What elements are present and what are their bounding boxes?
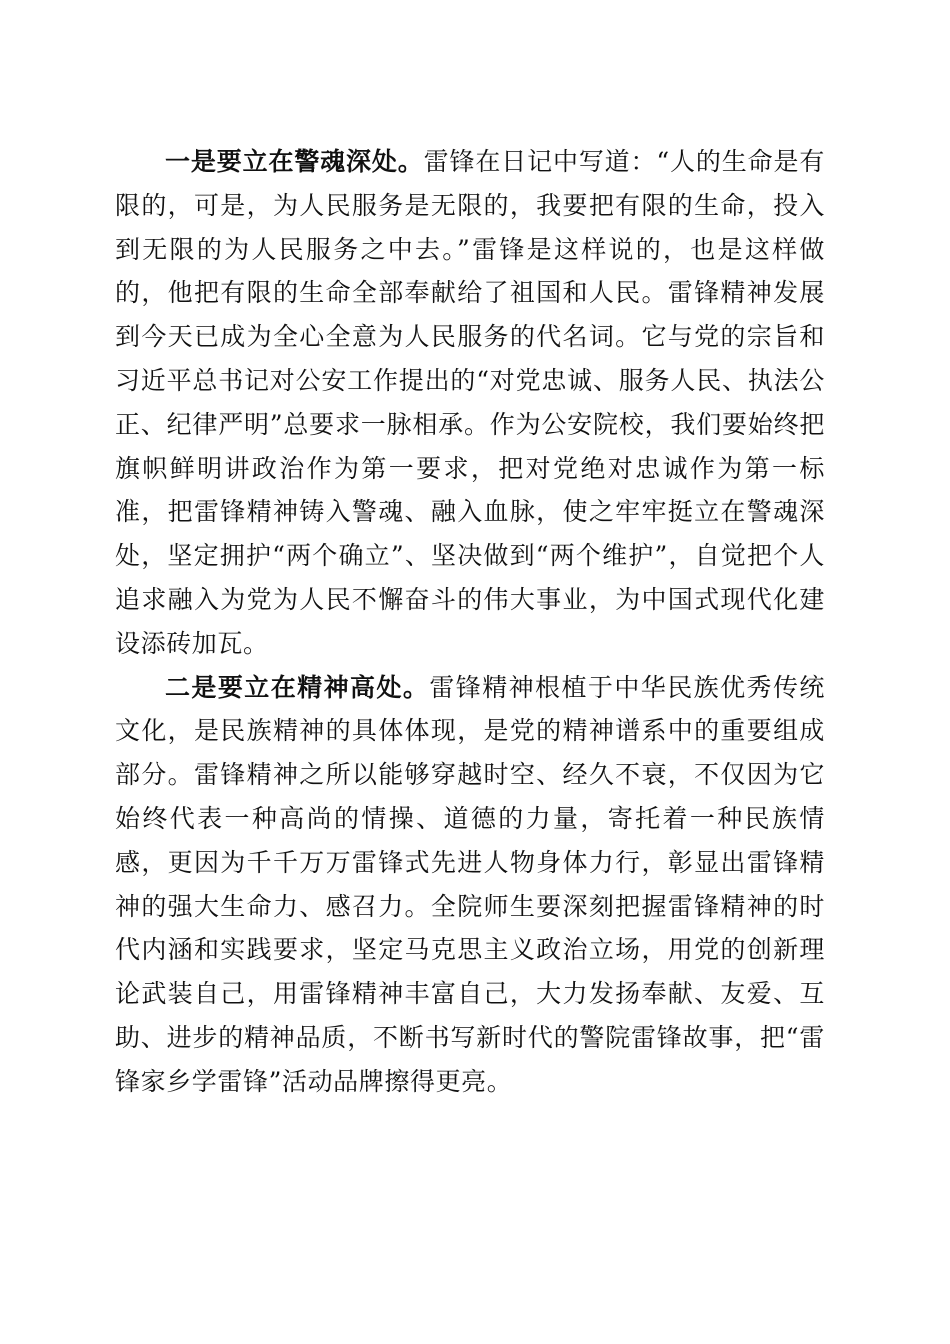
document-body bbox=[115, 140, 825, 1104]
paragraph-2-lead: 二是要立在精神高处。 bbox=[165, 672, 430, 702]
paragraph-1-body: 雷锋在日记中写道：“人的生命是有限的，可是，为人民服务是无限的，我要把有限的生命，投入到无限的为人民服务之中去。”雷锋是这样说的，也是这样做的，他把有限的生命全部奉献给了祖国和人民。雷锋精神发展到今天已成为全心全意为人民服务的代名词。它与党的宗旨和习近平总书记对公安工作提出的“对党忠诚、服务人民、执法公正、纪律严明”总要求一脉相承。作为公安院校，我们要始终把旗帜鲜明讲政治作为第一要求，把对党绝对忠诚作为第一标准，把雷锋精神铸入警魂、融入血脉，使之牢牢挺立在警魂深处，坚定拥护“两个确立”、坚决做到“两个维护”，自觉把个人追求融入为党为人民不懈奋斗的伟大事业，为中国式现代化建设添砖加瓦。 bbox=[115, 147, 825, 658]
paragraph-2 bbox=[115, 666, 825, 1104]
paragraph-1 bbox=[115, 140, 825, 666]
paragraph-1-lead: 一是要立在警魂深处。 bbox=[165, 147, 424, 176]
paragraph-2-body: 雷锋精神根植于中华民族优秀传统文化，是民族精神的具体体现，是党的精神谱系中的重要组成部分。雷锋精神之所以能够穿越时空、经久不衰，不仅因为它始终代表一种高尚的情操、道德的力量，寄托着一种民族情感，更因为千千万万雷锋式先进人物身体力行，彰显出雷锋精神的强大生命力、感召力。全院师生要深刻把握雷锋精神的时代内涵和实践要求，坚定马克思主义政治立场，用党的创新理论武装自己，用雷锋精神丰富自己，大力发扬奉献、友爱、互助、进步的精神品质，不断书写新时代的警院雷锋故事，把“雷锋家乡学雷锋”活动品牌擦得更亮。 bbox=[115, 672, 825, 1096]
